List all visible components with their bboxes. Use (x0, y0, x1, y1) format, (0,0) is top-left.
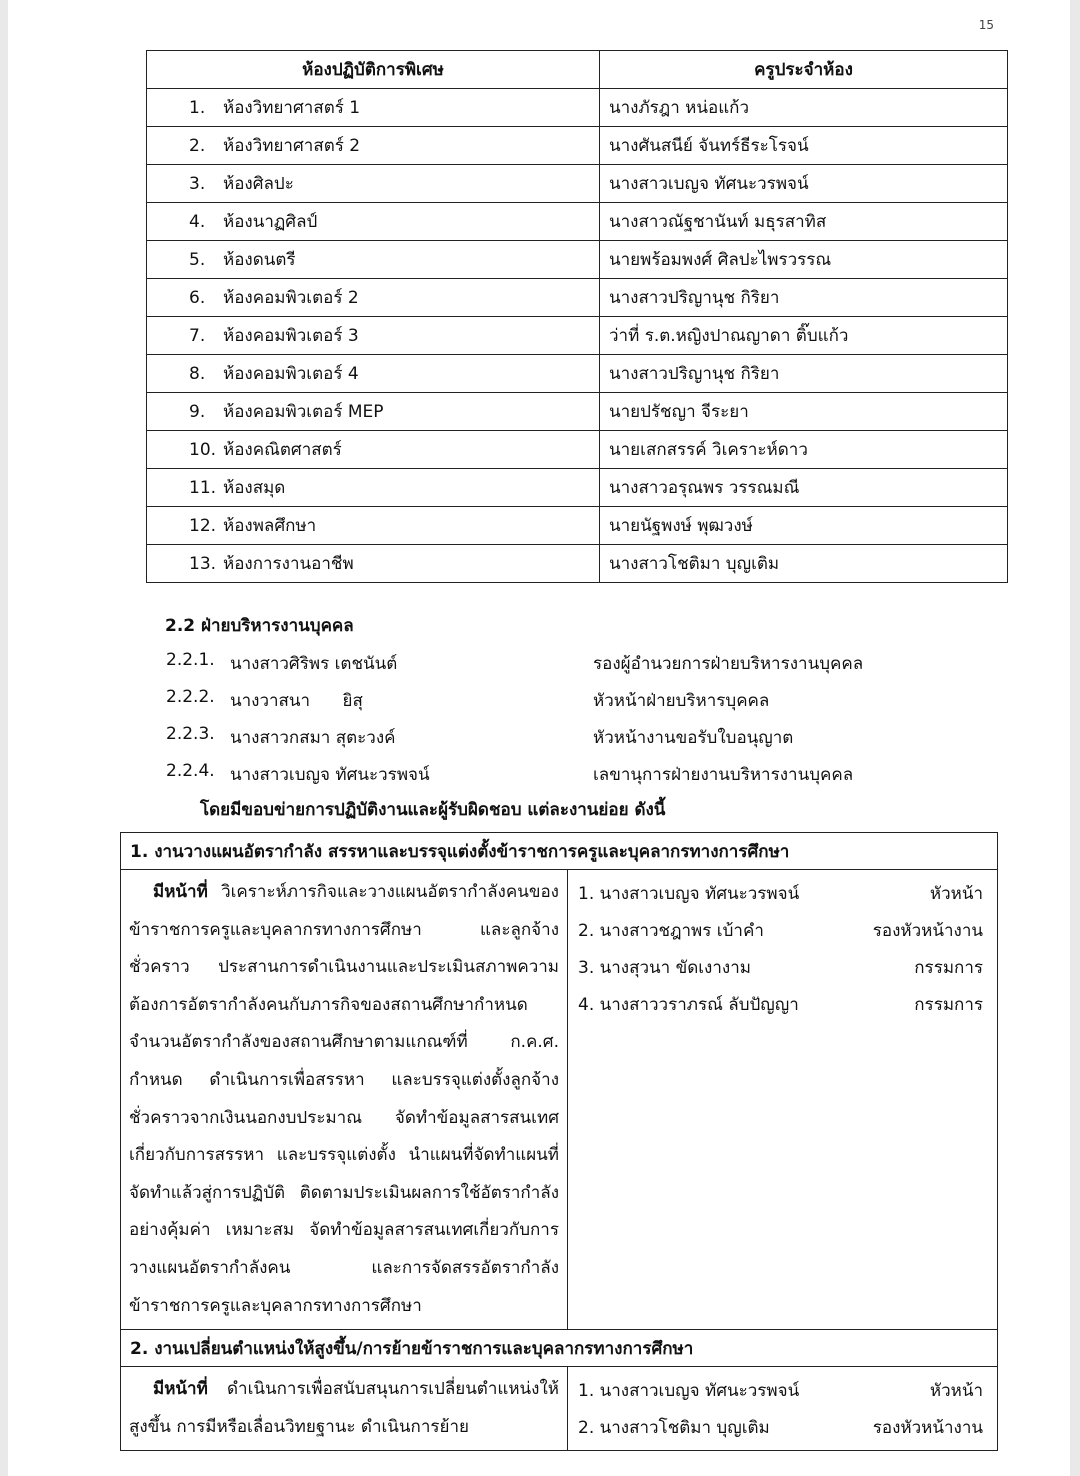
task-detail-row (121, 1367, 998, 1451)
teacher-cell: นายเสกสรรค์ วิเคราะห์ดาว (600, 431, 1008, 469)
duty-label: มีหน้าที่ (153, 1379, 208, 1400)
table-header-row (147, 51, 1008, 89)
room-cell (147, 431, 600, 469)
room-cell (147, 469, 600, 507)
task-title-row (121, 1330, 998, 1367)
staff-number: 2.2.1. (166, 650, 215, 670)
table-row (147, 203, 1008, 241)
staff-number: 2.2.4. (166, 761, 215, 781)
member-list (568, 1367, 997, 1447)
member-list (568, 870, 997, 1024)
table-row (147, 545, 1008, 583)
table-row (147, 507, 1008, 545)
room-name: ห้องคอมพิวเตอร์ 3 (223, 326, 359, 346)
room-name: ห้องวิทยาศาสตร์ 2 (223, 136, 361, 156)
row-number: 1. (189, 98, 206, 118)
list-item (578, 876, 983, 913)
staff-position: หัวหน้างานขอรับใบอนุญาต (593, 728, 794, 748)
member-name: 1. นางสาวเบญจ ทัศนะวรพจน์ (578, 1381, 800, 1402)
room-cell (147, 507, 600, 545)
member-role: กรรมการ (914, 958, 983, 978)
member-role: รองหัวหน้างาน (872, 1418, 983, 1439)
row-number: 9. (189, 402, 206, 422)
room-name: ห้องคณิตศาสตร์ (223, 440, 342, 460)
room-name: ห้องคอมพิวเตอร์ MEP (223, 402, 384, 422)
room-cell (147, 393, 600, 431)
member-name: 2. นางสาวโชติมา บุญเติม (578, 1418, 770, 1439)
duty-table (120, 832, 998, 1451)
teacher-cell: นางสาวณัฐชานันท์ มธุรสาทิส (600, 203, 1008, 241)
column-header-room: ห้องปฏิบัติการพิเศษ (147, 51, 600, 89)
room-name: ห้องการงานอาชีพ (223, 554, 354, 574)
staff-row (166, 761, 1006, 789)
row-number: 3. (189, 174, 206, 194)
teacher-cell: นางสาวเบญจ ทัศนะวรพจน์ (600, 165, 1008, 203)
staff-row (166, 650, 1006, 678)
member-role: หัวหน้า (929, 884, 983, 904)
room-cell (147, 203, 600, 241)
row-number: 12. (189, 516, 217, 536)
teacher-cell: นางศันสนีย์ จันทร์ธีระโรจน์ (600, 127, 1008, 165)
task-members (568, 870, 998, 1330)
room-cell (147, 317, 600, 355)
staff-name: นางสาวศิริพร เตชนันต์ (230, 654, 398, 674)
room-name: ห้องคอมพิวเตอร์ 4 (223, 364, 359, 384)
teacher-cell: นางสาวโชติมา บุญเติม (600, 545, 1008, 583)
row-number: 13. (189, 554, 217, 574)
staff-name: นางสาวกสมา สุตะวงค์ (230, 728, 396, 748)
room-cell (147, 241, 600, 279)
row-number: 5. (189, 250, 206, 270)
table-row (147, 241, 1008, 279)
teacher-cell: นางสาวปริญานุช กิริยา (600, 279, 1008, 317)
task-title: 1. งานวางแผนอัตรากำลัง สรรหาและบรรจุแต่งตั้งข้าราชการครูและบุคลากรทางการศึกษา (121, 833, 998, 870)
task-detail-row (121, 870, 998, 1330)
staff-position: รองผู้อำนวยการฝ่ายบริหารงานบุคคล (593, 654, 864, 674)
member-role: หัวหน้า (929, 1381, 983, 1402)
row-number: 11. (189, 478, 217, 498)
task-description (121, 870, 568, 1330)
duty-text: ดำเนินการเพื่อสนับสนุนการเปลี่ยนตำแหน่งให้สูงขึ้น การมีหรือเลื่อนวิทยฐานะ ดำเนินการย้าย (129, 1379, 559, 1437)
staff-row (166, 687, 1006, 715)
staff-position: หัวหน้าฝ่ายบริหารบุคคล (593, 691, 770, 711)
staff-position: เลขานุการฝ่ายงานบริหารงานบุคคล (593, 765, 854, 785)
list-item (578, 987, 983, 1024)
staff-number: 2.2.3. (166, 724, 215, 744)
list-item (578, 950, 983, 987)
task-title: 2. งานเปลี่ยนตำแหน่งให้สูงขึ้น/การย้ายข้าราชการและบุคลากรทางการศึกษา (121, 1330, 998, 1367)
duty-intro: โดยมีขอบข่ายการปฏิบัติงานและผู้รับผิดชอบ แต่ละงานย่อย ดังนี้ (200, 800, 666, 820)
teacher-cell: นายปรัชญา จีระยา (600, 393, 1008, 431)
table-row (147, 279, 1008, 317)
row-number: 2. (189, 136, 206, 156)
staff-name: นางวาสนา ยิสุ (230, 691, 363, 711)
table-row (147, 431, 1008, 469)
room-name: ห้องคอมพิวเตอร์ 2 (223, 288, 359, 308)
staff-number: 2.2.2. (166, 687, 215, 707)
room-cell (147, 165, 600, 203)
list-item (578, 1410, 983, 1447)
teacher-cell: นางสาวอรุณพร วรรณมณี (600, 469, 1008, 507)
list-item (578, 1373, 983, 1410)
table-row (147, 317, 1008, 355)
row-number: 6. (189, 288, 206, 308)
room-cell (147, 545, 600, 583)
staff-name: นางสาวเบญจ ทัศนะวรพจน์ (230, 765, 430, 785)
room-cell (147, 355, 600, 393)
row-number: 7. (189, 326, 206, 346)
room-name: ห้องนาฏศิลป์ (223, 212, 318, 232)
room-name: ห้องดนตรี (223, 250, 296, 270)
member-name: 1. นางสาวเบญจ ทัศนะวรพจน์ (578, 884, 800, 904)
teacher-cell: นางสาวปริญานุช กิริยา (600, 355, 1008, 393)
task-members (568, 1367, 998, 1451)
list-item (578, 913, 983, 950)
row-number: 10. (189, 440, 217, 460)
teacher-cell: นายพร้อมพงศ์ ศิลปะไพรวรรณ (600, 241, 1008, 279)
section-heading: 2.2 ฝ่ายบริหารงานบุคคล (165, 616, 354, 636)
room-cell (147, 279, 600, 317)
table-row (147, 393, 1008, 431)
row-number: 4. (189, 212, 206, 232)
teacher-cell: นายนัฐพงษ์ พุฒวงษ์ (600, 507, 1008, 545)
member-role: กรรมการ (914, 995, 983, 1015)
room-name: ห้องศิลปะ (223, 174, 294, 194)
document-page (8, 0, 1070, 1476)
room-cell (147, 127, 600, 165)
room-cell (147, 89, 600, 127)
column-header-teacher: ครูประจำห้อง (600, 51, 1008, 89)
room-name: ห้องพลศึกษา (223, 516, 317, 536)
member-name: 2. นางสาวชฎาพร เบ้าคำ (578, 921, 764, 941)
room-name: ห้องสมุด (223, 478, 286, 498)
room-name: ห้องวิทยาศาสตร์ 1 (223, 98, 361, 118)
page-number: 15 (978, 18, 994, 32)
duty-label: มีหน้าที่ (153, 882, 208, 902)
table-row (147, 127, 1008, 165)
row-number: 8. (189, 364, 206, 384)
staff-row (166, 724, 1006, 752)
member-name: 3. นางสุวนา ขัดเงางาม (578, 958, 751, 978)
teacher-cell: ว่าที่ ร.ต.หญิงปาณญาดา ติ๊บแก้ว (600, 317, 1008, 355)
lab-room-table (146, 50, 1008, 583)
member-role: รองหัวหน้างาน (872, 921, 983, 941)
duty-text: วิเคราะห์ภารกิจและวางแผนอัตรากำลังคนของข้าราชการครูและบุคลากรทางการศึกษา และลูกจ้างชั่วคราว ประสานการดำเนินงานและประเมินสภาพความต้องการอัตรากำลังคนกับภารกิจของสถานศึกษากำหนดจำนวนอัตรากำลังของสถานศึกษาตามแกณฑ์ที่ ก.ค.ศ. กำหนด ดำเนินการเพื่อสรรหา และบรรจุแต่งตั้งลูกจ้างชั่วคราวจากเงินนอกงบประมาณ จัดทำข้อมูลสารสนเทศเกี่ยวกับการสรรหา และบรรจุแต่งตั้ง นำแผนที่จัดทำแผนที่จัดทำแล้วสู่การปฏิบัติ ติดตามประเมินผลการใช้อัตรากำลังอย่างคุ้มค่า เหมาะสม จัดทำข้อมูลสารสนเทศเกี่ยวกับการวางแผนอัตรากำลังคน และการจัดสรรอัตรากำลังข้าราชการครูและบุคลากรทางการศึกษา (129, 882, 559, 1316)
teacher-cell: นางภัรฎา หน่อแก้ว (600, 89, 1008, 127)
table-row (147, 355, 1008, 393)
task-description (121, 1367, 568, 1451)
member-name: 4. นางสาววราภรณ์ ลับปัญญา (578, 995, 799, 1015)
task-title-row (121, 833, 998, 870)
table-row (147, 165, 1008, 203)
table-row (147, 469, 1008, 507)
table-row (147, 89, 1008, 127)
